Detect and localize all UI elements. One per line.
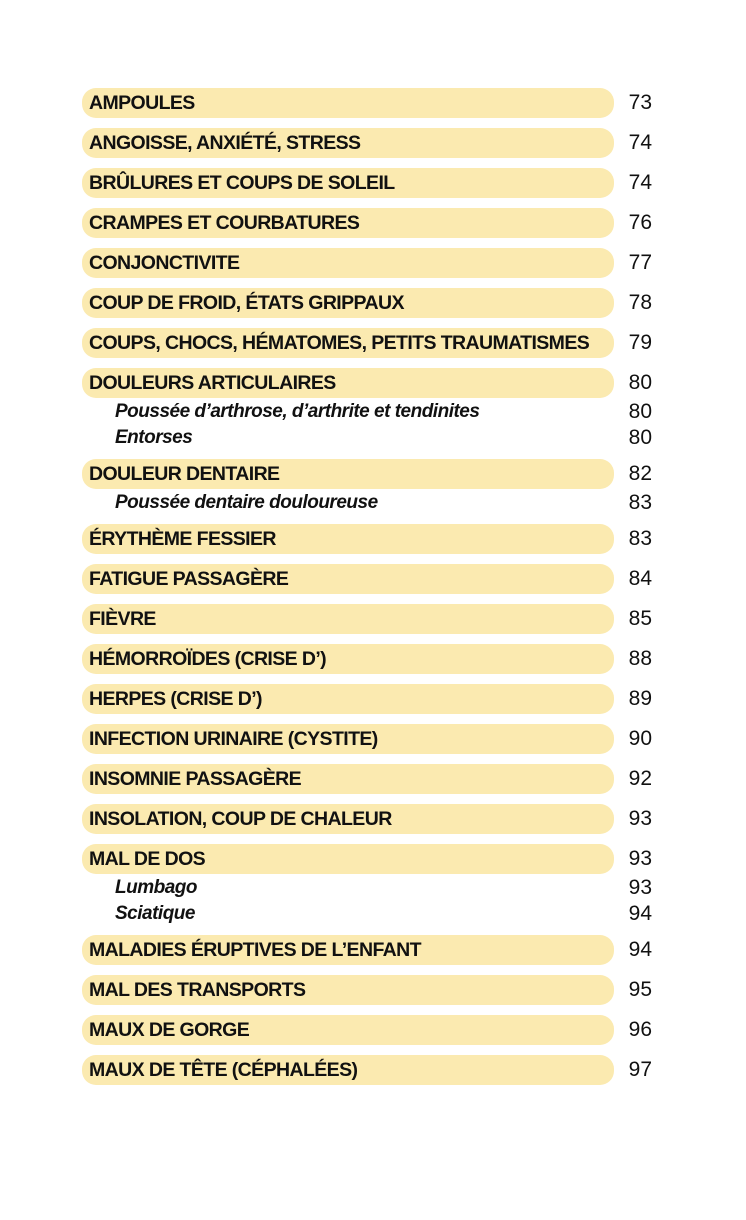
toc-subentry-page-number: 80: [628, 426, 652, 449]
toc-subentry[interactable]: [82, 901, 654, 927]
toc-entry-title: MAL DES TRANSPORTS: [82, 975, 614, 1005]
toc-entry-page-number: 90: [628, 727, 652, 750]
toc-entry-page-number: 80: [628, 371, 652, 394]
toc-entry-title: FATIGUE PASSAGÈRE: [82, 564, 614, 594]
toc-entry[interactable]: [82, 975, 654, 1005]
toc-subentry-title: Lumbago: [115, 877, 197, 898]
toc-entry-page-number: 92: [628, 767, 652, 790]
toc-entry-page-number: 78: [628, 291, 652, 314]
toc-entry[interactable]: [82, 459, 654, 489]
toc-entry[interactable]: [82, 368, 654, 398]
toc-subentry[interactable]: [82, 399, 654, 425]
toc-entry-title: MALADIES ÉRUPTIVES DE L’ENFANT: [82, 935, 614, 965]
toc-entry-page-number: 97: [628, 1058, 652, 1081]
toc-entry-title: HÉMORROÏDES (CRISE D’): [82, 644, 614, 674]
toc-entry-page-number: 93: [628, 847, 652, 870]
toc-entry-page-number: 94: [628, 938, 652, 961]
toc-subentry-page-number: 94: [628, 902, 652, 925]
toc-subentry-page-number: 80: [628, 400, 652, 423]
toc-entry[interactable]: [82, 684, 654, 714]
toc-entry[interactable]: [82, 764, 654, 794]
toc-entry[interactable]: [82, 248, 654, 278]
toc-entry-page-number: 73: [628, 91, 652, 114]
toc-entry[interactable]: [82, 724, 654, 754]
toc-entry-title: COUPS, CHOCS, HÉMATOMES, PETITS TRAUMATISMES: [82, 328, 614, 358]
toc-entry[interactable]: [82, 524, 654, 554]
toc-subentry[interactable]: [82, 425, 654, 451]
toc-entry[interactable]: [82, 288, 654, 318]
toc-subentry-title: Poussée dentaire douloureuse: [115, 492, 378, 513]
toc-entry-title: MAL DE DOS: [82, 844, 614, 874]
toc-entry[interactable]: [82, 844, 654, 874]
toc-entry[interactable]: [82, 168, 654, 198]
toc-entry-title: INFECTION URINAIRE (CYSTITE): [82, 724, 614, 754]
toc-entry-title: MAUX DE TÊTE (CÉPHALÉES): [82, 1055, 614, 1085]
toc-entry-title: BRÛLURES ET COUPS DE SOLEIL: [82, 168, 614, 198]
toc-entry[interactable]: [82, 1055, 654, 1085]
toc-entry-page-number: 84: [628, 567, 652, 590]
toc-entry[interactable]: [82, 88, 654, 118]
toc-entry[interactable]: [82, 644, 654, 674]
toc-entry-title: CRAMPES ET COURBATURES: [82, 208, 614, 238]
toc-entry[interactable]: [82, 208, 654, 238]
toc-entry[interactable]: [82, 804, 654, 834]
toc-entry[interactable]: [82, 328, 654, 358]
toc-entry[interactable]: [82, 604, 654, 634]
toc-entry-title: FIÈVRE: [82, 604, 614, 634]
toc-entry-title: CONJONCTIVITE: [82, 248, 614, 278]
toc-entry-title: DOULEUR DENTAIRE: [82, 459, 614, 489]
toc-subentry-page-number: 93: [628, 876, 652, 899]
toc-entry-page-number: 89: [628, 687, 652, 710]
toc-subentry-title: Poussée d’arthrose, d’arthrite et tendinites: [115, 401, 480, 422]
toc-entry-page-number: 96: [628, 1018, 652, 1041]
toc-subentry-title: Entorses: [115, 427, 193, 448]
toc-entry-page-number: 79: [628, 331, 652, 354]
toc-entry-page-number: 74: [628, 131, 652, 154]
toc-entry-title: COUP DE FROID, ÉTATS GRIPPAUX: [82, 288, 614, 318]
toc-entry-title: INSOLATION, COUP DE CHALEUR: [82, 804, 614, 834]
toc-entry-title: MAUX DE GORGE: [82, 1015, 614, 1045]
toc-entry-page-number: 77: [628, 251, 652, 274]
toc-entry-title: DOULEURS ARTICULAIRES: [82, 368, 614, 398]
toc-entry-title: HERPES (CRISE D’): [82, 684, 614, 714]
toc-subentry-page-number: 83: [628, 491, 652, 514]
toc-entry-page-number: 95: [628, 978, 652, 1001]
toc-entry-title: INSOMNIE PASSAGÈRE: [82, 764, 614, 794]
toc-entry[interactable]: [82, 935, 654, 965]
toc-subentry-title: Sciatique: [115, 903, 195, 924]
toc-entry-page-number: 74: [628, 171, 652, 194]
toc-entry-page-number: 82: [628, 462, 652, 485]
toc-entry-title: ÉRYTHÈME FESSIER: [82, 524, 614, 554]
toc-entry-page-number: 88: [628, 647, 652, 670]
toc-entry-page-number: 85: [628, 607, 652, 630]
toc-subentry[interactable]: [82, 490, 654, 516]
toc-entry-page-number: 83: [628, 527, 652, 550]
toc-entry[interactable]: [82, 128, 654, 158]
toc-entry-page-number: 76: [628, 211, 652, 234]
toc-entry[interactable]: [82, 564, 654, 594]
toc-entry-title: ANGOISSE, ANXIÉTÉ, STRESS: [82, 128, 614, 158]
table-of-contents: [82, 88, 654, 1095]
toc-entry[interactable]: [82, 1015, 654, 1045]
toc-subentry[interactable]: [82, 875, 654, 901]
toc-entry-page-number: 93: [628, 807, 652, 830]
toc-entry-title: AMPOULES: [82, 88, 614, 118]
